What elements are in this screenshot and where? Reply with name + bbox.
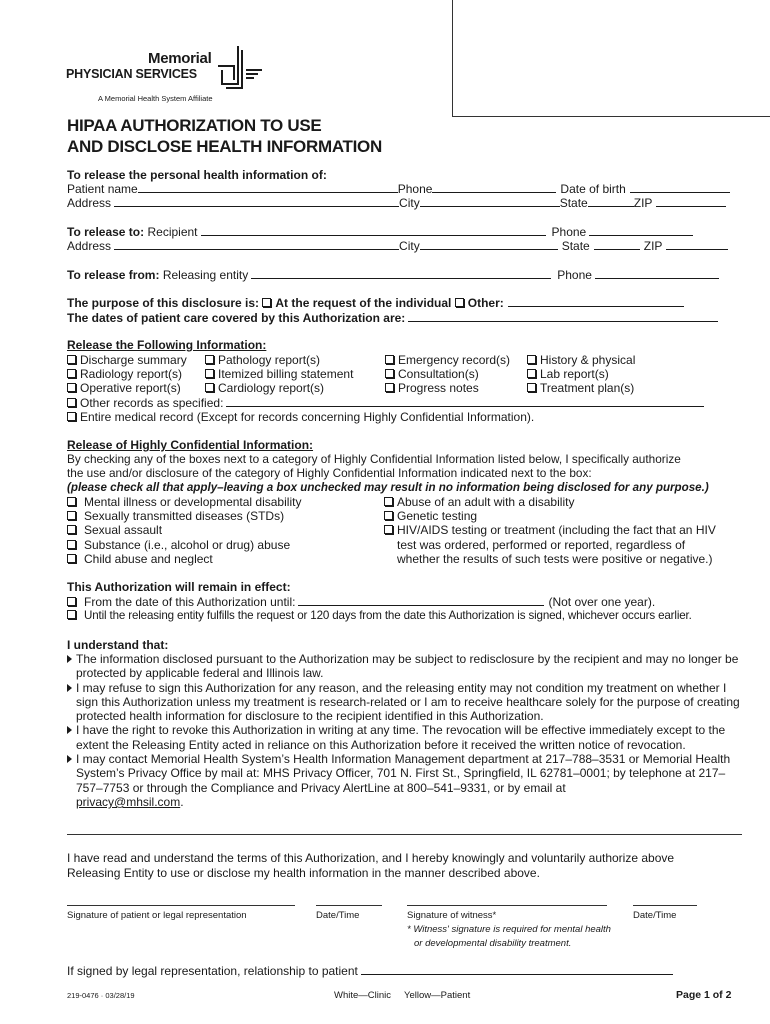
patient-phone-field[interactable] bbox=[432, 182, 556, 193]
patient-name-row bbox=[67, 182, 747, 196]
releasing-phone-field[interactable] bbox=[595, 268, 719, 279]
patient-name-label: Patient name bbox=[67, 182, 138, 196]
record-item[interactable] bbox=[385, 381, 527, 395]
record-checkbox[interactable] bbox=[205, 369, 214, 378]
record-item[interactable] bbox=[67, 381, 205, 395]
releasing-phone-label: Phone bbox=[557, 268, 592, 282]
confidential-label: Substance (i.e., alcohol or drug) abuse bbox=[84, 537, 291, 552]
record-item[interactable] bbox=[205, 367, 385, 381]
following-heading: Release the Following Information: bbox=[67, 338, 267, 352]
record-checkbox[interactable] bbox=[385, 369, 394, 378]
release-of-heading: To release the personal health information of: bbox=[67, 168, 327, 182]
privacy-email-link[interactable]: privacy@mhsil.com bbox=[76, 794, 181, 809]
following-grid bbox=[67, 353, 747, 424]
record-label: Pathology report(s) bbox=[218, 353, 321, 367]
effect-date-label: From the date of this Authorization until: bbox=[84, 595, 296, 609]
confidential-checkbox[interactable] bbox=[384, 511, 393, 520]
purpose-label: The purpose of this disclosure is: bbox=[67, 296, 260, 310]
record-checkbox[interactable] bbox=[205, 383, 214, 392]
releasing-entity-label: Releasing entity bbox=[162, 268, 249, 282]
recipient-city-field[interactable] bbox=[420, 239, 558, 250]
other-records-field[interactable] bbox=[226, 396, 704, 407]
confidential-intro1: By checking any of the boxes next to a category of Highly Confidential Information listed below, I specifically authorize bbox=[67, 452, 681, 466]
effect-fulfill-label: Until the releasing entity fulfills the request or 120 days from the date this Authorization is signed, whichever occurs earlier. bbox=[84, 609, 692, 622]
recipient-address-field[interactable] bbox=[114, 239, 399, 250]
legal-rep-row bbox=[67, 964, 747, 978]
confidential-label: Genetic testing bbox=[397, 509, 478, 524]
confidential-item[interactable] bbox=[67, 538, 377, 552]
recipient-zip-label: ZIP bbox=[643, 239, 663, 253]
confidential-heading: Release of Highly Confidential Information: bbox=[67, 438, 314, 452]
date1-label: Date/Time bbox=[316, 910, 360, 921]
record-label: Lab report(s) bbox=[540, 367, 609, 382]
bullet-arrow-icon bbox=[67, 655, 72, 663]
record-label: Itemized billing statement bbox=[218, 367, 354, 382]
recipient-city-label: City bbox=[399, 239, 420, 253]
logo-mark-icon bbox=[214, 44, 266, 92]
recipient-phone-label: Phone bbox=[551, 225, 587, 239]
record-item[interactable] bbox=[385, 367, 527, 381]
dates-row bbox=[67, 311, 747, 325]
entire-record-checkbox[interactable] bbox=[67, 412, 76, 421]
understand-text: The information disclosed pursuant to the Authorization may be subject to redisclosure by the recipient and may no longer be protected by applicable federal and Illinois law. bbox=[76, 652, 739, 681]
record-item[interactable] bbox=[527, 381, 707, 395]
other-records-row bbox=[67, 396, 747, 410]
date2-label: Date/Time bbox=[633, 910, 677, 921]
recipient-phone-field[interactable] bbox=[589, 225, 693, 236]
confidential-checkbox[interactable] bbox=[67, 554, 76, 563]
record-item[interactable] bbox=[67, 353, 205, 367]
confidential-note: (please check all that apply–leaving a box unchecked may result in no information being disclosed for any purpose.) bbox=[67, 481, 709, 494]
record-label: Operative report(s) bbox=[80, 381, 181, 396]
confidential-checkbox[interactable] bbox=[67, 525, 76, 534]
confidential-checkbox[interactable] bbox=[384, 497, 393, 506]
patient-city-field[interactable] bbox=[420, 196, 560, 207]
effect-date-field[interactable] bbox=[298, 595, 544, 606]
release-to-heading: To release to: bbox=[67, 225, 145, 239]
logo bbox=[66, 44, 276, 104]
legal-rep-field[interactable] bbox=[361, 964, 673, 975]
record-item[interactable] bbox=[527, 367, 707, 381]
consent-line1: I have read and understand the terms of this Authorization, and I hereby knowingly and voluntarily authorize above bbox=[67, 851, 675, 865]
confidential-checkbox[interactable] bbox=[67, 497, 76, 506]
record-label: Emergency record(s) bbox=[398, 353, 511, 367]
confidential-item[interactable] bbox=[384, 523, 754, 537]
understand-period: . bbox=[180, 794, 184, 809]
date1-line[interactable] bbox=[316, 905, 382, 906]
logo-name-top: Memorial bbox=[148, 50, 212, 67]
bullet-arrow-icon bbox=[67, 684, 72, 692]
record-item[interactable] bbox=[385, 353, 527, 367]
purpose-individual-checkbox[interactable] bbox=[262, 298, 271, 307]
record-label: History & physical bbox=[540, 353, 636, 367]
confidential-item[interactable] bbox=[67, 509, 377, 523]
witness-signature-label: Signature of witness* bbox=[407, 910, 497, 921]
patient-state-label: State bbox=[559, 196, 588, 210]
patient-name-field[interactable] bbox=[138, 182, 398, 193]
record-checkbox[interactable] bbox=[67, 383, 76, 392]
effect-date-note: (Not over one year). bbox=[548, 595, 656, 609]
record-checkbox[interactable] bbox=[527, 355, 536, 364]
confidential-label-cont: whether the results of such tests were positive or negative.) bbox=[397, 551, 713, 566]
patient-phone-label: Phone bbox=[397, 182, 433, 196]
record-label: Discharge summary bbox=[80, 353, 187, 367]
confidential-label: HIV/AIDS testing or treatment (including the fact that an HIV bbox=[397, 523, 716, 538]
record-item[interactable] bbox=[527, 353, 707, 367]
recipient-row bbox=[67, 225, 747, 239]
confidential-item[interactable] bbox=[67, 523, 377, 537]
effect-heading: This Authorization will remain in effect: bbox=[67, 580, 291, 594]
patient-signature-label: Signature of patient or legal representation bbox=[67, 910, 247, 921]
confidential-label: Sexually transmitted diseases (STDs) bbox=[84, 509, 285, 524]
logo-affiliate: A Memorial Health System Affiliate bbox=[98, 94, 213, 103]
confidential-checkbox[interactable] bbox=[67, 540, 76, 549]
office-use-box bbox=[452, 0, 770, 117]
consent-line2: Releasing Entity to use or disclose my health information in the manner described above. bbox=[67, 866, 540, 880]
purpose-row bbox=[67, 296, 747, 310]
confidential-checkbox[interactable] bbox=[67, 511, 76, 520]
witness-note1: * Witness' signature is required for mental health bbox=[407, 924, 611, 935]
understand-text: I may contact Memorial Health System’s Health Information Management department at 217–788–3531 or Memorial Health System’s Privacy Office by mail at: MHS Privacy Officer, 701 N. First St., Springfield, IL 62781–0001; by telephone at 217–757–7753 or through the Compliance and Privacy AlertLine at 800–541–9331, or by email at bbox=[76, 752, 731, 795]
witness-note2: or developmental disability treatment. bbox=[414, 938, 572, 949]
purpose-other-label: Other: bbox=[467, 296, 504, 310]
understand-text: I may refuse to sign this Authorization for any reason, and the releasing entity may not condition my treatment on whether I sign this Authorization unless my treatment is research-related or I am to receive healthcare solely for the purpose of creating protected health information for disclosure to the recipient identified in this Authorization. bbox=[76, 680, 740, 724]
effect-date-checkbox[interactable] bbox=[67, 597, 76, 606]
other-records-label: Other records as specified: bbox=[80, 395, 224, 410]
legal-rep-label: If signed by legal representation, relationship to patient bbox=[67, 964, 358, 978]
patient-address-label: Address bbox=[67, 196, 112, 210]
confidential-item[interactable] bbox=[384, 495, 754, 509]
patient-address-row bbox=[67, 196, 747, 210]
record-label: Progress notes bbox=[398, 381, 479, 396]
patient-address-field[interactable] bbox=[114, 196, 399, 207]
record-label: Radiology report(s) bbox=[80, 367, 183, 382]
release-from-heading: To release from: bbox=[67, 268, 160, 282]
understand-text: I have the right to revoke this Authorization in writing at any time. The revocation will be effective immediately except to the extent the Releasing Entity acted in reliance on this Authorization before it received the written notice of revocation. bbox=[76, 723, 726, 752]
patient-zip-field[interactable] bbox=[656, 196, 726, 207]
entire-record-row bbox=[67, 410, 747, 424]
recipient-field[interactable] bbox=[201, 225, 546, 236]
purpose-other-field[interactable] bbox=[508, 296, 684, 307]
confidential-label-cont: test was ordered, performed or reported, regardless of bbox=[397, 537, 686, 552]
entire-record-label: Entire medical record (Except for records concerning Highly Confidential Information). bbox=[80, 409, 535, 424]
section-divider bbox=[67, 834, 742, 835]
record-label: Cardiology report(s) bbox=[218, 381, 325, 396]
recipient-zip-field[interactable] bbox=[666, 239, 728, 250]
understand-list bbox=[67, 652, 747, 809]
confidential-item[interactable] bbox=[67, 552, 377, 566]
understand-item bbox=[67, 652, 747, 681]
confidential-intro2: the use and/or disclosure of the category of Highly Confidential Information indicated next to the box: bbox=[67, 466, 592, 480]
witness-signature-line[interactable] bbox=[407, 905, 607, 906]
confidential-label: Child abuse and neglect bbox=[84, 551, 213, 566]
record-checkbox[interactable] bbox=[205, 355, 214, 364]
form-title-line1: HIPAA AUTHORIZATION TO USE bbox=[67, 116, 322, 135]
dates-field[interactable] bbox=[408, 311, 718, 322]
dob-field[interactable] bbox=[630, 182, 730, 193]
releasing-entity-field[interactable] bbox=[251, 268, 551, 279]
other-records-checkbox[interactable] bbox=[67, 398, 76, 407]
date2-line[interactable] bbox=[633, 905, 697, 906]
recipient-address-row bbox=[67, 239, 747, 253]
confidential-item[interactable] bbox=[384, 509, 754, 523]
understand-text-wrap bbox=[76, 752, 747, 809]
release-from-row bbox=[67, 268, 747, 282]
record-checkbox[interactable] bbox=[385, 383, 394, 392]
understand-item bbox=[67, 752, 747, 809]
form-code: 219-0476 · 03/28/19 bbox=[67, 991, 135, 1000]
dates-label: The dates of patient care covered by this Authorization are: bbox=[67, 311, 406, 325]
effect-option1 bbox=[67, 595, 747, 609]
confidential-right-list bbox=[384, 495, 754, 566]
record-checkbox[interactable] bbox=[527, 383, 536, 392]
record-label: Treatment plan(s) bbox=[540, 381, 635, 396]
understand-item bbox=[67, 681, 747, 724]
understand-heading: I understand that: bbox=[67, 638, 169, 652]
confidential-left-list bbox=[67, 495, 377, 566]
record-item[interactable] bbox=[67, 367, 205, 381]
confidential-label: Mental illness or developmental disability bbox=[84, 495, 302, 509]
confidential-label: Sexual assault bbox=[84, 523, 163, 538]
recipient-state-field[interactable] bbox=[594, 239, 640, 250]
patient-zip-label: ZIP bbox=[633, 196, 653, 210]
patient-signature-line[interactable] bbox=[67, 905, 295, 906]
record-checkbox[interactable] bbox=[67, 369, 76, 378]
record-label: Consultation(s) bbox=[398, 367, 479, 382]
purpose-individual-label: At the request of the individual bbox=[275, 296, 452, 310]
bullet-arrow-icon bbox=[67, 726, 72, 734]
confidential-item[interactable] bbox=[67, 495, 377, 509]
record-checkbox[interactable] bbox=[527, 369, 536, 378]
effect-fulfill-checkbox[interactable] bbox=[67, 610, 76, 619]
dob-label: Date of birth bbox=[560, 182, 626, 196]
record-item[interactable] bbox=[205, 381, 385, 395]
patient-state-field[interactable] bbox=[588, 196, 634, 207]
record-checkbox[interactable] bbox=[67, 355, 76, 364]
bullet-arrow-icon bbox=[67, 755, 72, 763]
recipient-state-label: State bbox=[561, 239, 590, 253]
record-checkbox[interactable] bbox=[385, 355, 394, 364]
page-number: Page 1 of 2 bbox=[676, 989, 732, 1001]
form-title-line2: AND DISCLOSE HEALTH INFORMATION bbox=[67, 137, 382, 156]
record-item[interactable] bbox=[205, 353, 385, 367]
confidential-checkbox[interactable] bbox=[384, 525, 393, 534]
recipient-label: Recipient bbox=[147, 225, 198, 239]
understand-item bbox=[67, 723, 747, 752]
confidential-label: Abuse of an adult with a disability bbox=[397, 495, 575, 509]
copy-distribution: White—Clinic Yellow—Patient bbox=[334, 990, 471, 1001]
logo-name-bottom: PHYSICIAN SERVICES bbox=[66, 67, 197, 81]
purpose-other-checkbox[interactable] bbox=[455, 298, 464, 307]
patient-city-label: City bbox=[399, 196, 420, 210]
effect-option2 bbox=[67, 609, 757, 623]
recipient-address-label: Address bbox=[67, 239, 112, 253]
